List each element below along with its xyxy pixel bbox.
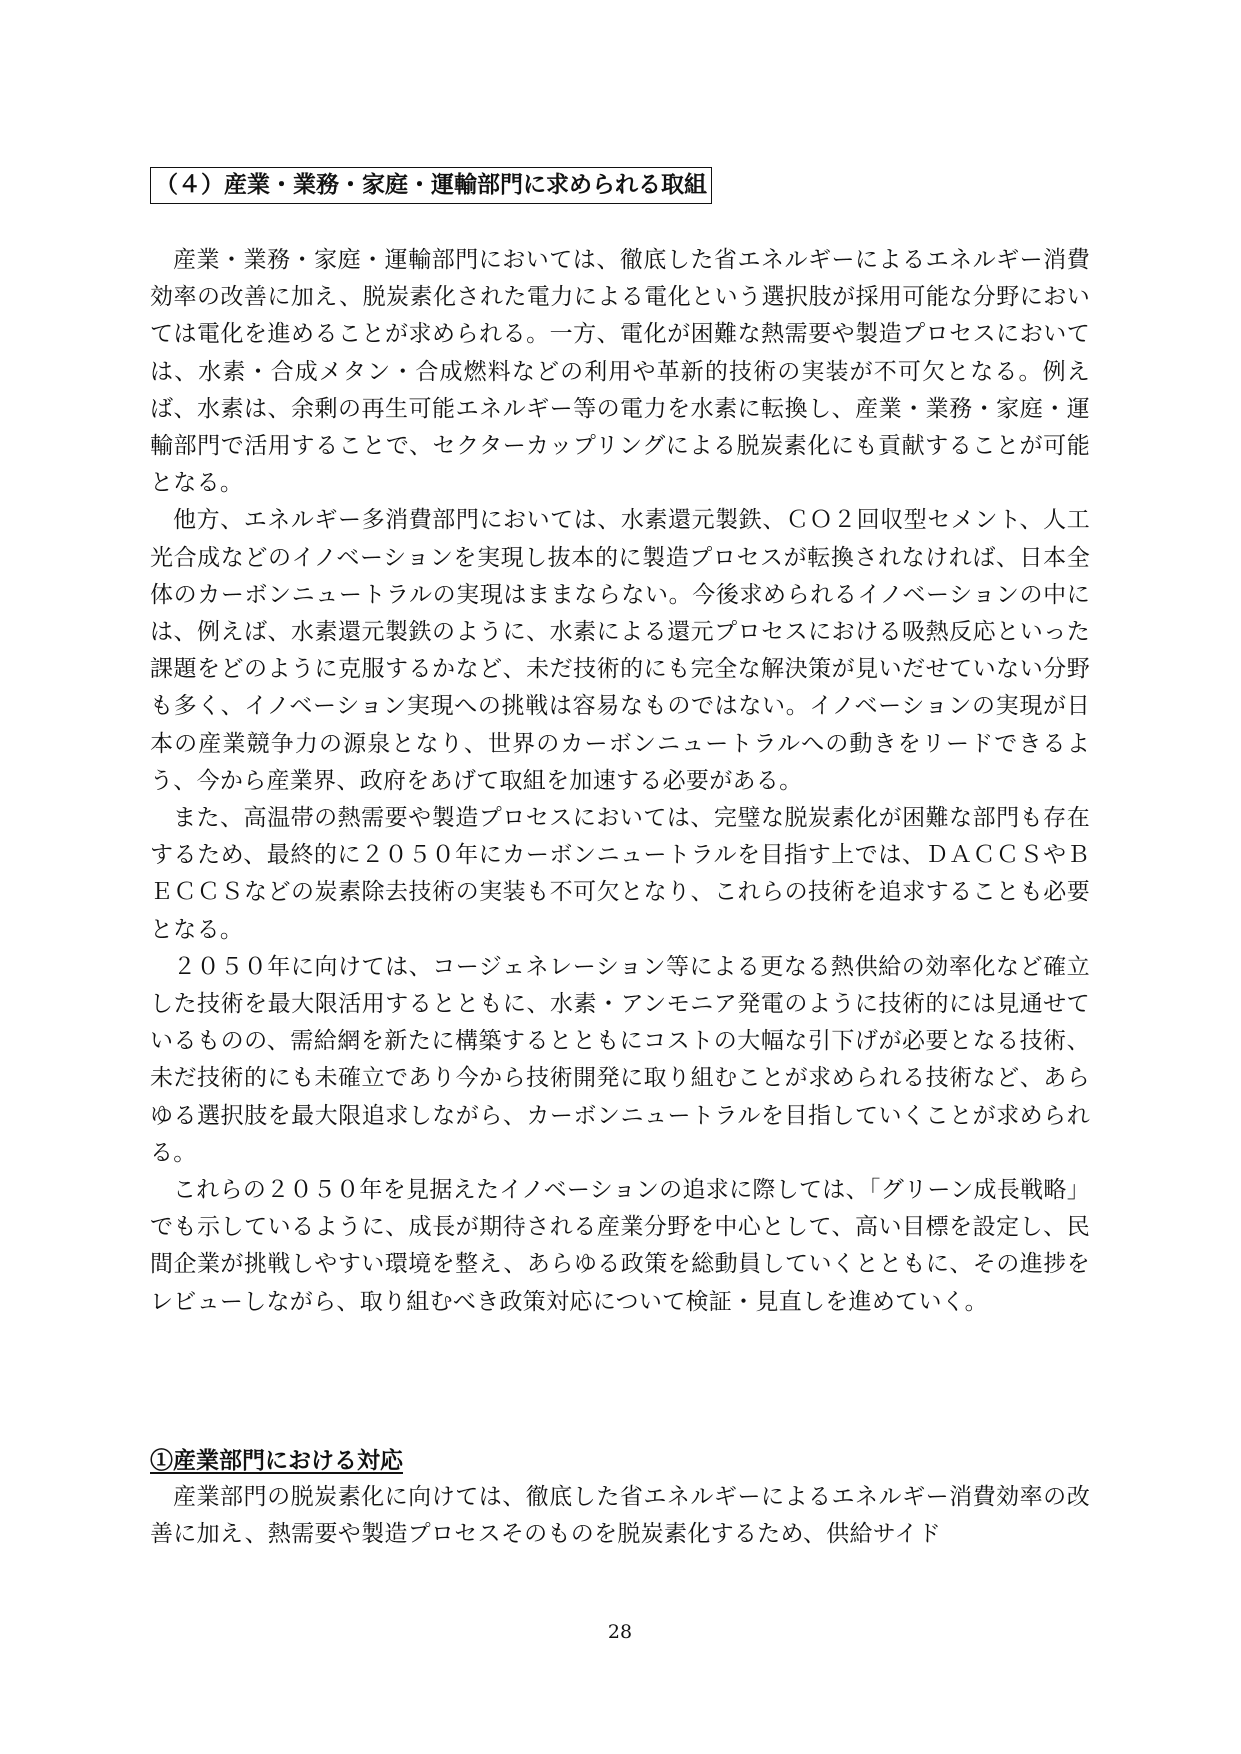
paragraph-2: 他方、エネルギー多消費部門においては、水素還元製鉄、ＣＯ２回収型セメント、人工光合成などのイノベーションを実現し抜本的に製造プロセスが転換されなければ、日本全体のカーボンニュートラルの実現はままならない。今後求められるイノベーションの中には、例えば、水素還元製鉄のように、水素による還元プロセスにおける吸熱反応といった課題をどのように克服するかなど、未だ技術的にも完全な解決策が見いだせていない分野も多く、イノベーション実現への挑戦は容易なものではない。イノベーションの実現が日本の産業競争力の源泉となり、世界のカーボンニュートラルへの動きをリードできるよう、今から産業界、政府をあげて取組を加速する必要がある。 bbox=[150, 507, 1090, 794]
section-body bbox=[150, 242, 1090, 1321]
subsection-paragraph: 産業部門の脱炭素化に向けては、徹底した省エネルギーによるエネルギー消費効率の改善に加え、熱需要や製造プロセスそのものを脱炭素化するため、供給サイド bbox=[150, 1484, 1090, 1548]
paragraph-5: これらの２０５０年を見据えたイノベーションの追求に際しては、「グリーン成長戦略」でも示しているように、成長が期待される産業分野を中心として、高い目標を設定し、民間企業が挑戦しやすい環境を整え、あらゆる政策を総動員していくとともに、その進捗をレビューしながら、取り組むべき政策対応について検証・見直しを進めていく。 bbox=[150, 1177, 1090, 1315]
paragraph-3: また、高温帯の熱需要や製造プロセスにおいては、完璧な脱炭素化が困難な部門も存在するため、最終的に２０５０年にカーボンニュートラルを目指す上では、ＤＡＣＣＳやＢＥＣＣＳなどの炭素除去技術の実装も不可欠となり、これらの技術を追求することも必要となる。 bbox=[150, 805, 1090, 943]
section-heading: （４）産業・業務・家庭・運輸部門に求められる取組 bbox=[150, 167, 712, 204]
subsection-heading: ①産業部門における対応 bbox=[150, 1447, 403, 1474]
subsection-industry bbox=[150, 1442, 1090, 1553]
page-number: 28 bbox=[607, 1621, 633, 1643]
paragraph-4: ２０５０年に向けては、コージェネレーション等による更なる熱供給の効率化など確立した技術を最大限活用するとともに、水素・アンモニア発電のように技術的には見通せているものの、需給網を新たに構築するとともにコストの大幅な引下げが必要となる技術、未だ技術的にも未確立であり今から技術開発に取り組むことが求められる技術など、あらゆる選択肢を最大限追求しながら、カーボンニュートラルを目指していくことが求められる。 bbox=[150, 953, 1090, 1166]
document-page bbox=[150, 0, 1090, 1754]
paragraph-1: 産業・業務・家庭・運輸部門においては、徹底した省エネルギーによるエネルギー消費効率の改善に加え、脱炭素化された電力による電化という選択肢が採用可能な分野においては電化を進めることが求められる。一方、電化が困難な熱需要や製造プロセスにおいては、水素・合成メタン・合成燃料などの利用や革新的技術の実装が不可欠となる。例えば、水素は、余剰の再生可能エネルギー等の電力を水素に転換し、産業・業務・家庭・運輸部門で活用することで、セクターカップリングによる脱炭素化にも貢献することが可能となる。 bbox=[150, 247, 1090, 497]
